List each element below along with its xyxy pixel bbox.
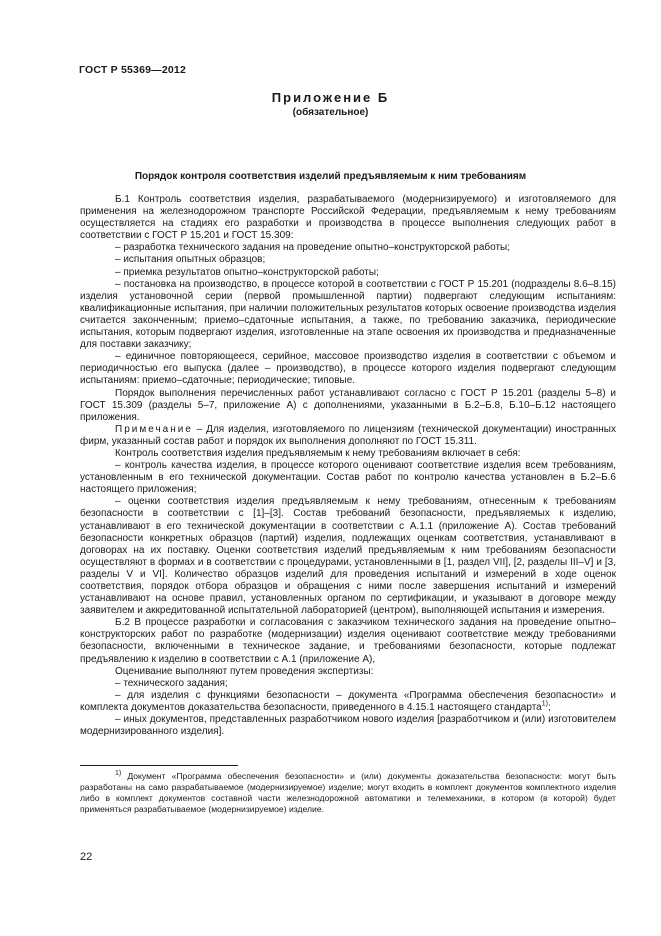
- note: [80, 424, 616, 448]
- paragraph: Оценивание выполняют путем проведения экспертизы:: [115, 665, 374, 677]
- list-item: [80, 690, 616, 714]
- list-item-text: – для изделия с функциями безопасности – документа «Программа обеспечения безопасности» и комплекта документов доказательства безопасности, приведенного в 4.15.1 настоящего стандарта: [80, 689, 616, 713]
- list-item: – приемка результатов опытно–конструкторской работы;: [115, 266, 379, 278]
- paragraph: Порядок выполнения перечисленных работ устанавливают согласно с ГОСТ Р 15.201 (разделы 5–8) и ГОСТ 15.309 (разделы 5–7, приложение А) с дополнениями, указанными в Б.2–Б.8, Б.10–Б.12 настоящего приложения.: [80, 387, 616, 423]
- footnote-text: Документ «Программа обеспечения безопасности» и (или) документы доказательства безопасности: могут быть разработаны на само разрабатываемое (модернизируемое) изделие; могут входить в комплект документов комплектного изделия либо в комплект документов составной части железнодорожной автоматики и телемеханики, в котором (в которой) будет применяться разрабатываемое (модернизируемое) изделие.: [80, 771, 616, 814]
- paragraph: Б.1 Контроль соответствия изделия, разрабатываемого (модернизируемого) и изготовляемого для применения на железнодорожном транспорте Российской Федерации, предъявляемым к нему требованиям осуществляется на стадиях его разработки и производства в процессе выполнения следующих работ в соответствии с ГОСТ Р 15.201 и ГОСТ 15.309:: [80, 194, 616, 242]
- list-item: – иных документов, представленных разработчиком нового изделия [разработчиком и (или) изготовителем модернизированного изделия].: [80, 714, 616, 738]
- list-item: – разработка технического задания на проведение опытно–конструкторской работы;: [115, 242, 510, 254]
- list-item-tail: ;: [547, 701, 551, 713]
- standard-header: ГОСТ Р 55369—2012: [79, 64, 187, 76]
- page-number: 22: [80, 851, 93, 863]
- list-item: – постановка на производство, в процессе которой в соответствии с ГОСТ Р 15.201 (подразделы 8.6–8.15) изделия установочной серии (первой промышленной партии) подвергают следующим испытаниям: квалификационные испытания, при наличии положительных результатов которых освоение производства изделия считается законченным; приемо–сдаточные испытания, а также, по требованию заказчика, периодические испытания, которым подвергают изделия, изготовленные на этапе освоения их производства и предназначенные для поставки заказчику;: [80, 278, 616, 351]
- list-item: – контроль качества изделия, в процессе которого оценивают соответствие изделия всем требованиям, установленным в его технической документации. Состав работ по контролю качества установлен в Б.2–Б.6 настоящего приложения;: [80, 460, 616, 496]
- footnote-text-block: [80, 771, 616, 815]
- section-title: Порядок контроля соответствия изделий предъявляемым к ним требованиям: [134, 171, 527, 182]
- list-item: – технического задания;: [115, 677, 228, 689]
- footnote-reference[interactable]: 1): [541, 700, 548, 708]
- list-item: – испытания опытных образцов;: [115, 254, 266, 266]
- footnote-divider: [80, 765, 238, 766]
- list-item: – единичное повторяющееся, серийное, массовое производство изделия в соответствии с объемом и периодичностью его выпуска (далее – производство), в процессе которого изделия подвергают следующим испытаниям: приемо–сдаточные; периодические; типовые.: [80, 351, 616, 387]
- footnote-mark: 1): [115, 770, 122, 778]
- appendix-subtitle: (обязательное): [292, 107, 369, 118]
- body-text: [80, 194, 616, 738]
- list-item: – оценки соответствия изделия предъявляемым к нему требованиям, отнесенным к требованиям безопасности в соответствии с [1]–[3]. Состав требований безопасности, предъявляемых к изделию, устанавливают в его технической документации в соответствии с А.1.1 (приложение А). Состав требований безопасности конкретных образцов (партий) изделия, подлежащих оценкам соответствия, устанавливают в договорах на их поставку. Оценки соответствия изделий предъявляемым к ним требованиям безопасности осуществляют в формах и в соответствии с процедурами, установленными в [1, раздел VII], [2, разделы III–V] и [3, разделы V и VI]. Количество образцов изделий для проведения испытаний и измерений в ходе оценок соответствия, порядок отбора образцов и обращения с ними после завершения испытаний и измерений устанавливают на основе правил, установленных органом по сертификации, и указывают в договоре между заявителем и аккредитованной испытательной лабораторией (центром), выполняющей испытания и измерения.: [80, 496, 616, 617]
- paragraph: Б.2 В процессе разработки и согласования с заказчиком технического задания на проведение опытно–конструкторских работ по разработке (модернизации) изделия оценивают соответствие между требованиями безопасности, включенными в техническое задание, и требованиями безопасности, которые подлежат предъявлению к изделию в соответствии с А.1 (приложение А),: [80, 617, 616, 665]
- footnote: [80, 771, 616, 815]
- paragraph: Контроль соответствия изделия предъявляемым к нему требованиям включает в себя:: [115, 447, 521, 459]
- note-label: Примечание: [115, 423, 193, 435]
- appendix-title: Приложение Б: [271, 90, 390, 105]
- note-text: – Для изделия, изготовляемого по лицензиям (технической документации) иностранных фирм, указанный состав работ и порядок их выполнения дополняют по ГОСТ 15.311.: [80, 423, 616, 447]
